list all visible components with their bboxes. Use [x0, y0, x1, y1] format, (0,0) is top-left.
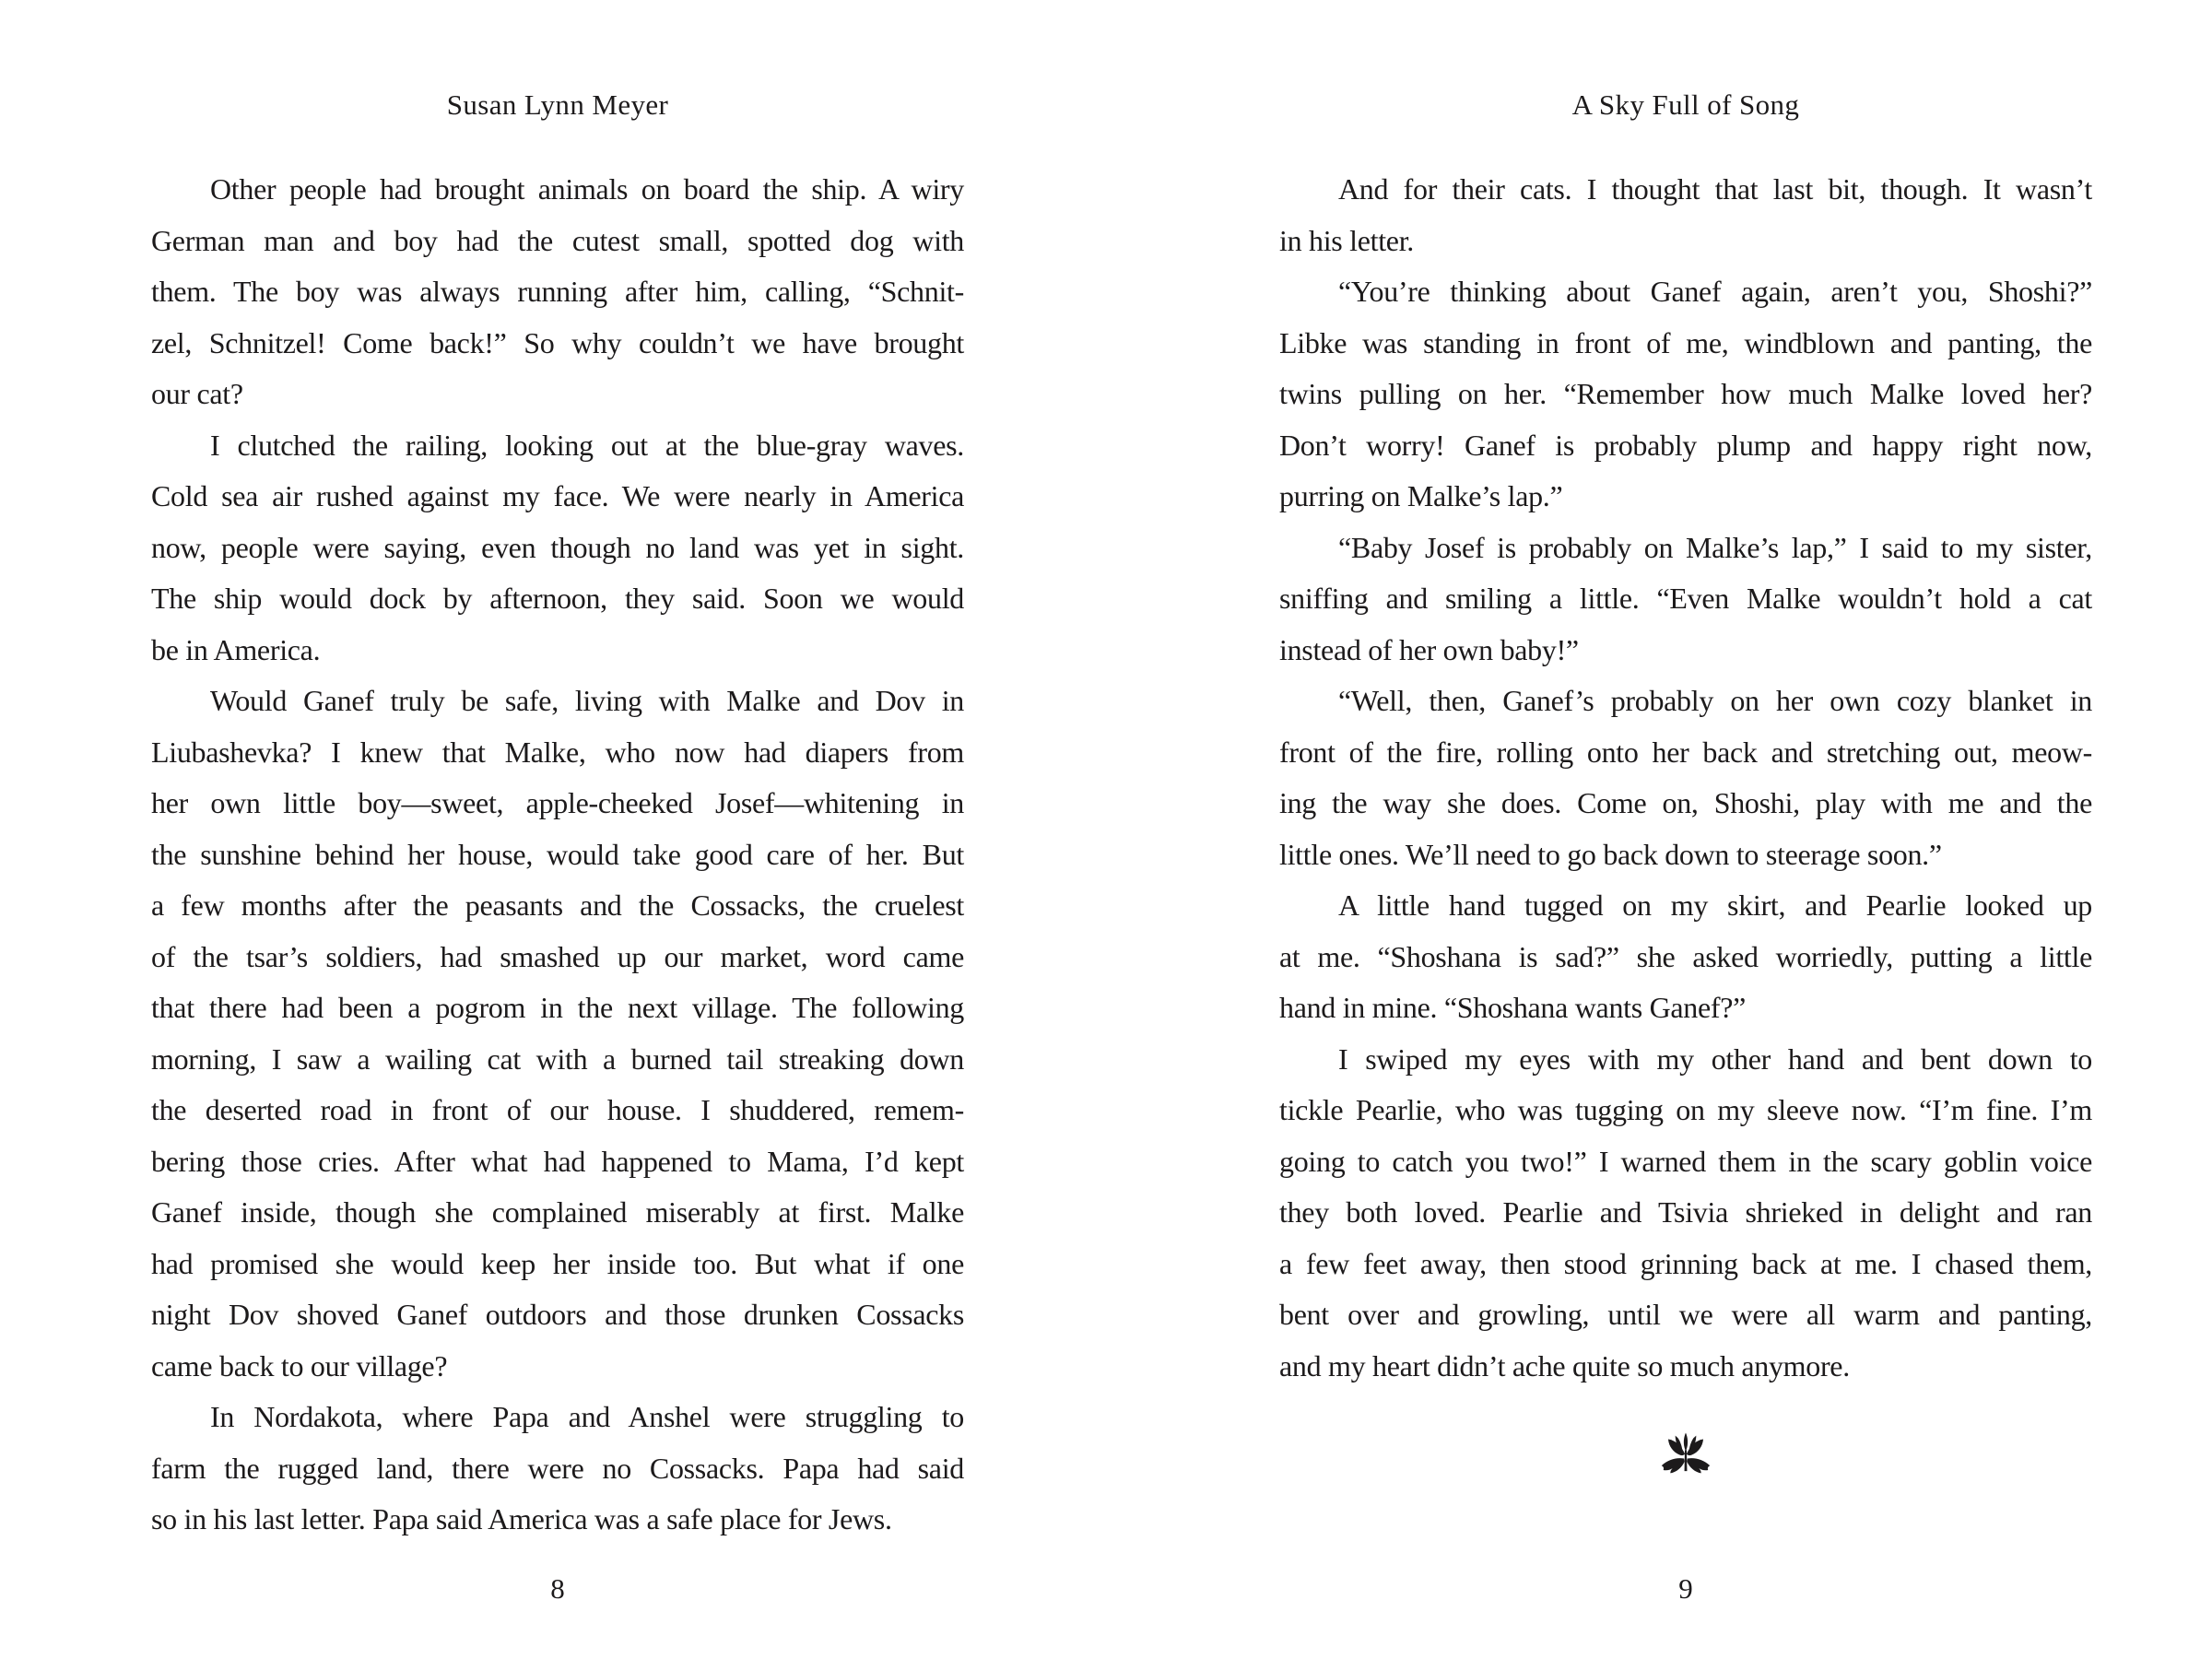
- paragraph: [151, 1392, 964, 1546]
- paragraph: [1279, 266, 2092, 523]
- text-line: twins pulling on her. “Remember how much Malke loved her?: [1279, 377, 2092, 410]
- page-number-right: 9: [1678, 1572, 1693, 1605]
- text-line: going to catch you two!” I warned them in the scary goblin voice: [1279, 1144, 2092, 1178]
- section-break-ornament: [1279, 1430, 2092, 1478]
- text-line: of the tsar’s soldiers, had smashed up our market, word came: [151, 939, 964, 973]
- text-line: I swiped my eyes with my other hand and bent down to: [1338, 1041, 2092, 1076]
- page-number-left: 8: [550, 1572, 565, 1605]
- text-line: Libke was standing in front of me, windblown and panting, the: [1279, 325, 2092, 359]
- text-line: sniffing and smiling a little. “Even Malke wouldn’t hold a cat: [1279, 582, 2092, 615]
- paragraph: [1279, 164, 2092, 266]
- text-line: night Dov shoved Ganef outdoors and those drunken Cossacks: [151, 1298, 964, 1331]
- text-line: a few feet away, then stood grinning back at me. I chased them,: [1279, 1246, 2092, 1280]
- text-line: that there had been a pogrom in the next village. The following: [151, 991, 964, 1024]
- text-line: Cold sea air rushed against my face. We were nearly in America: [151, 479, 964, 512]
- running-head-title: A Sky Full of Song: [1571, 88, 1800, 121]
- text-line: bent over and growling, until we were all warm and panting,: [1279, 1298, 2092, 1331]
- text-line: tickle Pearlie, who was tugging on my sleeve now. “I’m fine. I’m: [1279, 1093, 2092, 1126]
- text-line: front of the fire, rolling onto her back and stretching out, meow-: [1279, 735, 2092, 769]
- paragraph: [151, 164, 964, 420]
- text-line: The ship would dock by afternoon, they said. Soon we would: [151, 582, 964, 615]
- text-line: now, people were saying, even though no land was yet in sight.: [151, 530, 964, 564]
- text-line: so in his last letter. Papa said America was a safe place for Jews.: [151, 1502, 892, 1535]
- paragraph: [1279, 1034, 2092, 1393]
- left-page: [151, 0, 964, 1659]
- text-line: Other people had brought animals on board the ship. A wiry: [210, 172, 964, 206]
- text-line: our cat?: [151, 377, 243, 410]
- text-line: in his letter.: [1279, 223, 1415, 257]
- text-line: zel, Schnitzel! Come back!” So why couldn’t we have brought: [151, 325, 964, 359]
- text-line: Ganef inside, though she complained miserably at first. Malke: [151, 1195, 964, 1229]
- running-head-author: Susan Lynn Meyer: [446, 88, 669, 121]
- text-line: hand in mine. “Shoshana wants Ganef?”: [1279, 991, 1747, 1024]
- text-line: at me. “Shoshana is sad?” she asked worriedly, putting a little: [1279, 939, 2092, 973]
- right-page: [1279, 0, 2092, 1659]
- paragraph: [151, 676, 964, 1392]
- text-line: her own little boy—sweet, apple-cheeked Josef—whitening in: [151, 786, 964, 819]
- left-page-text: [151, 164, 964, 1546]
- text-line: I clutched the railing, looking out at the blue-gray waves.: [210, 428, 964, 462]
- text-line: had promised she would keep her inside too. But what if one: [151, 1246, 964, 1280]
- text-line: and my heart didn’t ache quite so much anymore.: [1279, 1348, 1850, 1382]
- text-line: be in America.: [151, 632, 321, 666]
- text-line: Don’t worry! Ganef is probably plump and happy right now,: [1279, 428, 2092, 462]
- text-line: “You’re thinking about Ganef again, aren’t you, Shoshi?”: [1338, 275, 2092, 308]
- text-line: farm the rugged land, there were no Cossacks. Papa had said: [151, 1451, 964, 1485]
- text-line: A little hand tugged on my skirt, and Pearlie looked up: [1338, 888, 2092, 922]
- text-line: In Nordakota, where Papa and Anshel were struggling to: [210, 1400, 964, 1433]
- text-line: a few months after the peasants and the Cossacks, the cruelest: [151, 888, 964, 922]
- text-line: morning, I saw a wailing cat with a burned tail streaking down: [151, 1041, 964, 1076]
- text-line: the sunshine behind her house, would take good care of her. But: [151, 837, 964, 871]
- text-line: German man and boy had the cutest small, spotted dog with: [151, 223, 964, 257]
- text-line: they both loved. Pearlie and Tsivia shrieked in delight and ran: [1279, 1195, 2092, 1229]
- text-line: Liubashevka? I knew that Malke, who now had diapers from: [151, 735, 964, 769]
- text-line: “Well, then, Ganef’s probably on her own cozy blanket in: [1338, 684, 2092, 717]
- right-page-text: [1279, 164, 2092, 1392]
- text-line: And for their cats. I thought that last bit, though. It wasn’t: [1338, 172, 2092, 206]
- paragraph: [1279, 676, 2092, 880]
- text-line: ing the way she does. Come on, Shoshi, play with me and the: [1279, 786, 2092, 819]
- paragraph: [1279, 880, 2092, 1034]
- text-line: little ones. We’ll need to go back down to steerage soon.”: [1279, 837, 1942, 871]
- text-line: “Baby Josef is probably on Malke’s lap,” I said to my sister,: [1338, 530, 2092, 564]
- text-line: the deserted road in front of our house. I shuddered, remem-: [151, 1093, 964, 1126]
- paragraph: [1279, 523, 2092, 677]
- text-line: Would Ganef truly be safe, living with Malke and Dov in: [210, 684, 964, 717]
- text-line: purring on Malke’s lap.”: [1279, 479, 1563, 512]
- text-line: them. The boy was always running after him, calling, “Schnit-: [151, 275, 964, 308]
- paragraph: [151, 420, 964, 677]
- flower-fleuron-icon: [1659, 1466, 1712, 1482]
- text-line: instead of her own baby!”: [1279, 632, 1579, 666]
- text-line: bering those cries. After what had happened to Mama, I’d kept: [151, 1144, 964, 1178]
- text-line: came back to our village?: [151, 1348, 448, 1382]
